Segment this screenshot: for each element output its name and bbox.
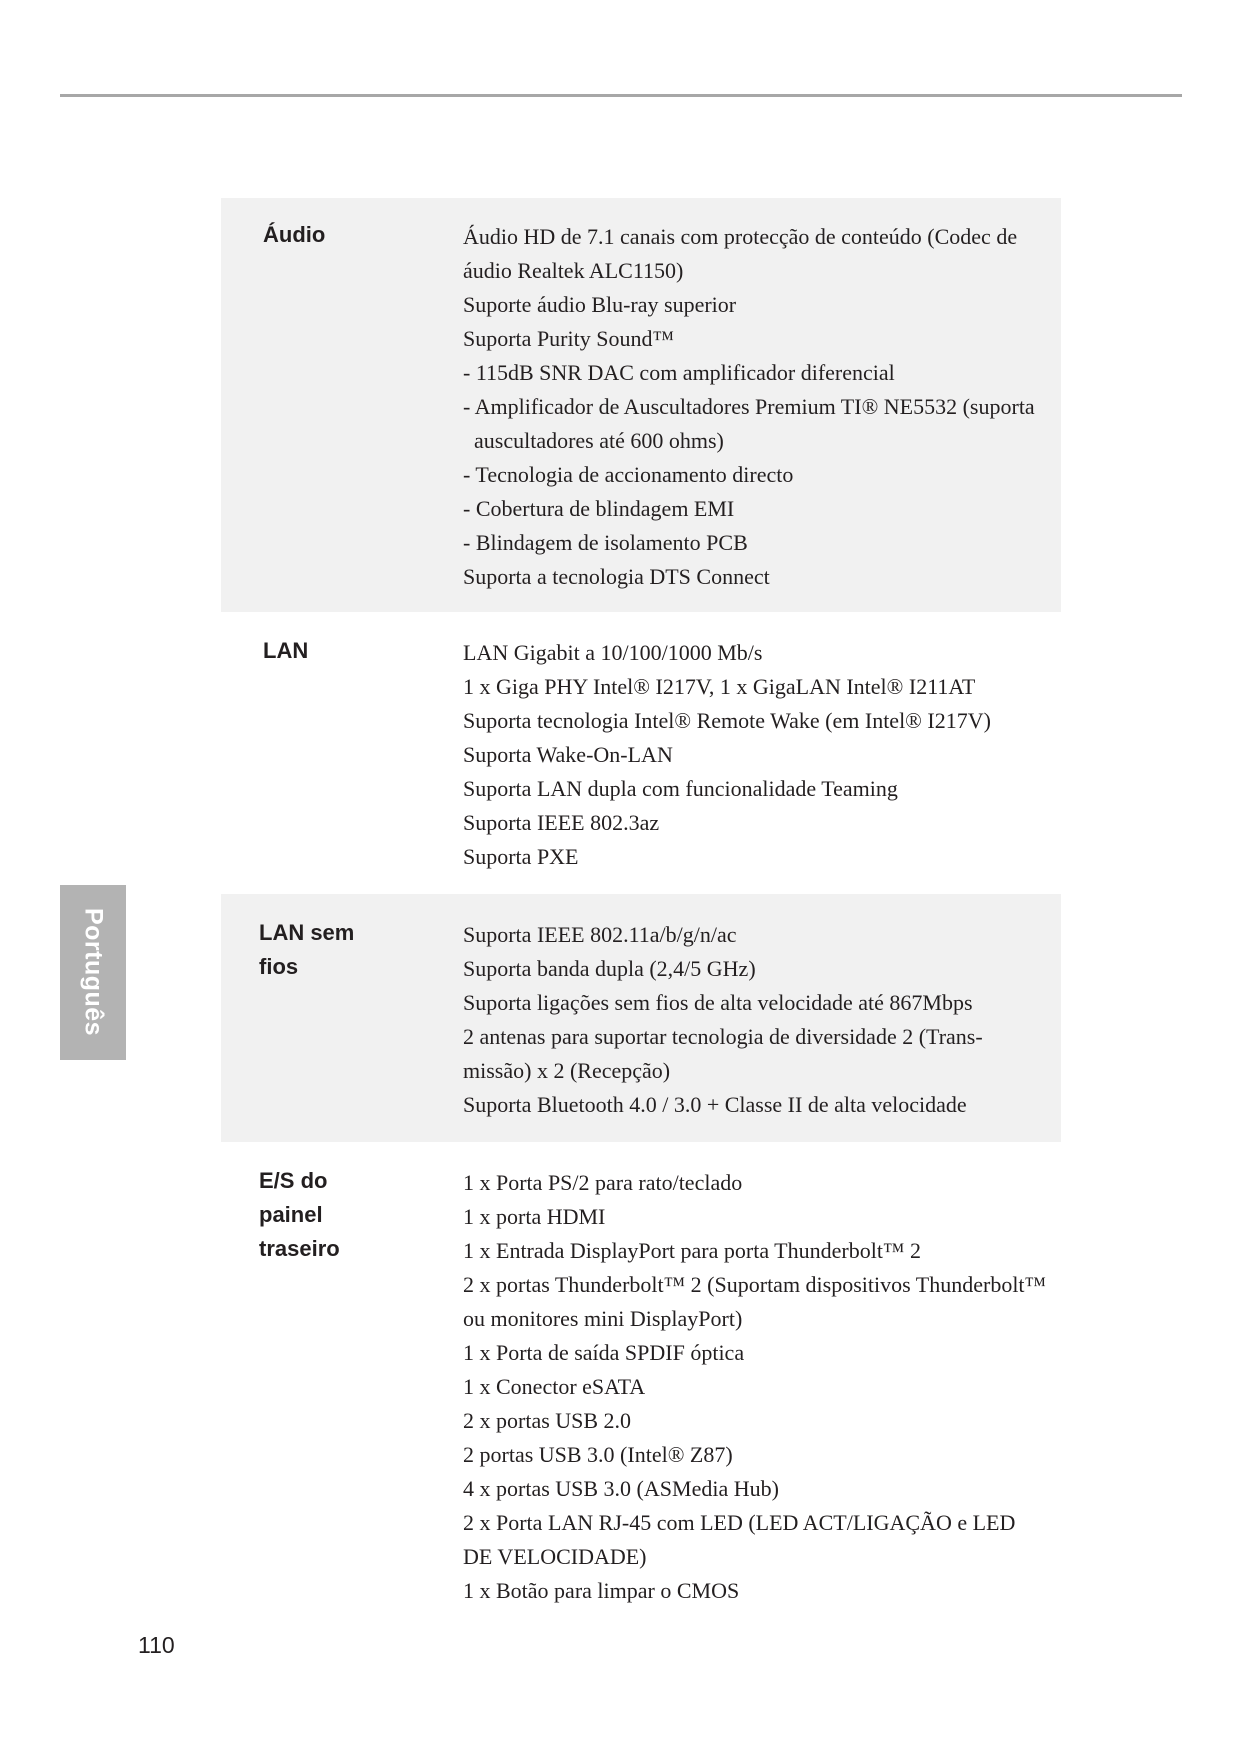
spec-line: 1 x Porta de saída SPDIF óptica <box>463 1340 745 1365</box>
spec-values-audio <box>463 220 1035 594</box>
spec-line: 2 x portas Thunderbolt™ 2 (Suportam dispositivos Thunderbolt™ <box>463 1272 1047 1297</box>
spec-label-line: fios <box>259 954 299 979</box>
spec-line: DE VELOCIDADE) <box>463 1544 647 1569</box>
spec-values-lan <box>463 636 991 874</box>
language-tab <box>60 885 126 1060</box>
spec-label-line: traseiro <box>259 1236 340 1261</box>
spec-values-wireless <box>463 918 983 1122</box>
spec-label-wireless <box>259 916 354 984</box>
spec-line: 1 x porta HDMI <box>463 1204 606 1229</box>
spec-line: Suporta LAN dupla com funcionalidade Teaming <box>463 776 898 801</box>
spec-line: 2 portas USB 3.0 (Intel® Z87) <box>463 1442 733 1467</box>
page-number: 110 <box>138 1632 175 1658</box>
spec-line: - Blindagem de isolamento PCB <box>463 530 748 555</box>
spec-line: 1 x Porta PS/2 para rato/teclado <box>463 1170 743 1195</box>
spec-line: - Cobertura de blindagem EMI <box>463 496 735 521</box>
spec-line: - Tecnologia de accionamento directo <box>463 462 794 487</box>
spec-label-lan: LAN <box>263 638 309 663</box>
spec-line: 1 x Botão para limpar o CMOS <box>463 1578 740 1603</box>
spec-section-audio <box>221 198 1061 612</box>
spec-label-line: LAN sem <box>259 920 355 945</box>
spec-line: Suporta Purity Sound™ <box>463 326 675 351</box>
spec-label-line: painel <box>259 1202 323 1227</box>
spec-label-audio: Áudio <box>263 222 326 247</box>
spec-line: Suporta tecnologia Intel® Remote Wake (em Intel® I217V) <box>463 708 991 733</box>
spec-line: 1 x Giga PHY Intel® I217V, 1 x GigaLAN Intel® I211AT <box>463 674 976 699</box>
spec-line: 1 x Entrada DisplayPort para porta Thunderbolt™ 2 <box>463 1238 921 1263</box>
spec-line: Suporta Wake-On-LAN <box>463 742 673 767</box>
spec-line: auscultadores até 600 ohms) <box>463 428 724 453</box>
spec-label-rear-io <box>259 1164 340 1266</box>
spec-line: LAN Gigabit a 10/100/1000 Mb/s <box>463 640 763 665</box>
spec-line: 2 x portas USB 2.0 <box>463 1408 632 1433</box>
spec-line: Suporta a tecnologia DTS Connect <box>463 564 770 589</box>
spec-line: Suporta ligações sem fios de alta velocidade até 867Mbps <box>463 990 973 1015</box>
spec-line: áudio Realtek ALC1150) <box>463 258 684 283</box>
spec-values-rear-io <box>463 1166 1046 1608</box>
spec-line: Suporta banda dupla (2,4/5 GHz) <box>463 956 756 981</box>
spec-line: ou monitores mini DisplayPort) <box>463 1306 743 1331</box>
language-tab-label: Português <box>79 907 108 1037</box>
spec-line: 4 x portas USB 3.0 (ASMedia Hub) <box>463 1476 779 1501</box>
spec-line: - Amplificador de Auscultadores Premium TI® NE5532 (suporta <box>463 394 1035 419</box>
spec-line: Suporta IEEE 802.11a/b/g/n/ac <box>463 922 737 947</box>
spec-section-wireless <box>221 894 1061 1142</box>
spec-line: Suporta PXE <box>463 844 579 869</box>
spec-line: Suporta Bluetooth 4.0 / 3.0 + Classe II de alta velocidade <box>463 1092 967 1117</box>
spec-line: 2 x Porta LAN RJ-45 com LED (LED ACT/LIGAÇÃO e LED <box>463 1510 1016 1535</box>
spec-line: - 115dB SNR DAC com amplificador diferencial <box>463 360 895 385</box>
spec-line: Áudio HD de 7.1 canais com protecção de conteúdo (Codec de <box>463 224 1018 249</box>
spec-section-lan <box>221 612 1061 894</box>
spec-section-rear-io <box>221 1142 1061 1622</box>
spec-line: Suporta IEEE 802.3az <box>463 810 660 835</box>
spec-line: 1 x Conector eSATA <box>463 1374 646 1399</box>
spec-label-line: E/S do <box>259 1168 328 1193</box>
spec-line: missão) x 2 (Recepção) <box>463 1058 671 1083</box>
spec-line: Suporte áudio Blu-ray superior <box>463 292 737 317</box>
header-rule <box>60 94 1182 97</box>
spec-line: 2 antenas para suportar tecnologia de diversidade 2 (Trans- <box>463 1024 983 1049</box>
